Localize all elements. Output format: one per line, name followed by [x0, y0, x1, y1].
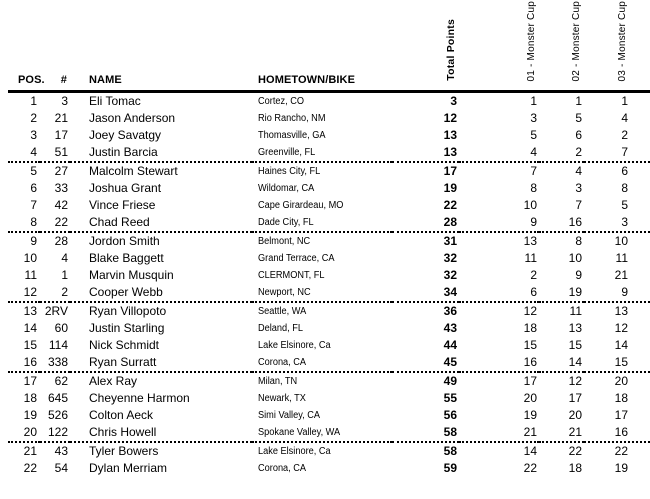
column-header-hometown: HOMETOWN/BIKE	[258, 74, 356, 86]
race1-finish-cell: 3	[530, 111, 537, 125]
race2-finish-cell: 16	[539, 214, 584, 232]
total-points-cell: 55	[443, 391, 457, 405]
total-points-cell: 12	[443, 111, 457, 125]
total-points-cell: 32	[443, 268, 457, 282]
hometown-cell	[252, 232, 392, 250]
table-row	[8, 302, 650, 320]
rider-name-cell: Cooper Webb	[70, 284, 252, 302]
race1-finish-cell: 21	[459, 424, 539, 442]
total-points-cell: 58	[392, 424, 459, 442]
position-cell: 18	[23, 391, 37, 405]
rider-name-cell: Jordon Smith	[89, 234, 160, 248]
race1-finish-cell: 7	[530, 164, 537, 178]
race1-rotated-label: 01 - Monster Cup	[526, 0, 537, 81]
position-cell: 9	[30, 234, 37, 248]
total-points-cell: 32	[443, 251, 457, 265]
position-cell: 19	[23, 408, 37, 422]
race2-finish-cell: 11	[569, 304, 582, 318]
race2-finish-cell: 18	[568, 461, 582, 475]
hometown-text: Newark, TX	[258, 393, 306, 404]
race3-finish-cell: 8	[621, 181, 628, 195]
race1-finish-cell: 20	[523, 391, 537, 405]
rider-number-cell: 54	[54, 461, 68, 475]
hometown-cell	[252, 110, 392, 127]
total-points-cell: 56	[443, 408, 457, 422]
race3-finish-cell: 18	[614, 391, 628, 405]
rider-name-cell: Tyler Bowers	[89, 444, 159, 458]
hometown-cell	[252, 197, 392, 214]
rider-name-cell: Ryan Villopoto	[89, 304, 167, 318]
position-cell: 15	[23, 338, 37, 352]
rider-number-cell: 51	[40, 144, 70, 162]
race1-finish-cell: 19	[523, 408, 537, 422]
race3-finish-cell: 6	[621, 164, 628, 178]
table-header	[8, 0, 650, 92]
rider-name-cell: Joshua Grant	[89, 181, 162, 195]
total-points-cell: 34	[392, 284, 459, 302]
rider-number-cell: 28	[54, 234, 68, 248]
race2-finish-cell: 1	[575, 94, 582, 108]
race3-finish-cell: 15	[584, 354, 650, 372]
hometown-text: Cape Girardeau, MO	[258, 200, 344, 211]
position-cell: 4	[8, 144, 40, 162]
position-cell: 5	[30, 164, 37, 178]
rider-name-cell: Justin Starling	[89, 321, 165, 335]
rider-number-cell: 526	[47, 408, 68, 422]
rider-number-cell: 645	[47, 391, 68, 405]
rider-number-cell: 114	[48, 338, 68, 352]
race1-finish-cell: 10	[523, 198, 537, 212]
rider-number-cell: 27	[54, 164, 68, 178]
position-cell: 1	[30, 94, 37, 108]
position-cell: 8	[8, 214, 40, 232]
hometown-text: Haines City, FL	[258, 166, 321, 177]
hometown-text: Rio Rancho, NM	[258, 113, 326, 124]
race1-finish-cell: 12	[523, 304, 537, 318]
race1-finish-cell: 11	[524, 251, 537, 265]
rider-number-cell: 2RV	[44, 304, 68, 318]
race3-finish-cell: 1	[621, 94, 628, 108]
table-row	[8, 390, 650, 407]
race2-finish-cell: 9	[575, 268, 582, 282]
race2-finish-cell: 21	[539, 424, 584, 442]
position-cell: 22	[23, 461, 37, 475]
column-header-total-points	[392, 0, 459, 92]
rider-name-cell: Dylan Merriam	[89, 461, 168, 475]
position-cell: 21	[23, 444, 37, 458]
hometown-cell	[252, 144, 392, 162]
race3-finish-cell: 14	[614, 338, 628, 352]
total-points-cell: 58	[443, 444, 457, 458]
race3-finish-cell: 9	[584, 284, 650, 302]
race1-finish-cell: 14	[523, 444, 537, 458]
race3-finish-cell: 12	[614, 321, 628, 335]
table-row	[8, 442, 650, 460]
race3-finish-cell: 3	[584, 214, 650, 232]
race2-finish-cell: 20	[568, 408, 582, 422]
hometown-cell	[252, 337, 392, 354]
hometown-cell	[252, 92, 392, 111]
position-cell: 6	[30, 181, 37, 195]
race2-finish-cell: 10	[568, 251, 582, 265]
hometown-cell	[252, 127, 392, 144]
hometown-text: Seattle, WA	[258, 306, 307, 317]
race3-finish-cell: 5	[621, 198, 628, 212]
rider-name-cell: Justin Barcia	[70, 144, 252, 162]
rider-name-cell: Cheyenne Harmon	[89, 391, 190, 405]
hometown-cell	[252, 214, 392, 232]
race2-finish-cell: 15	[568, 338, 582, 352]
column-header-name: NAME	[89, 74, 122, 86]
hometown-cell	[252, 372, 392, 390]
table-row	[8, 214, 650, 232]
table-row	[8, 354, 650, 372]
total-points-cell: 36	[443, 304, 457, 318]
hometown-cell	[252, 302, 392, 320]
total-points-cell: 13	[443, 128, 457, 142]
race3-finish-cell: 2	[621, 128, 628, 142]
column-header-pos: POS.	[18, 74, 45, 86]
standings-table	[8, 0, 650, 477]
column-header-race1	[459, 0, 539, 92]
position-cell: 11	[24, 268, 37, 282]
table-row	[8, 372, 650, 390]
table-row	[8, 407, 650, 424]
hometown-text: Lake Elsinore, Ca	[258, 446, 331, 457]
race1-finish-cell: 8	[530, 181, 537, 195]
race3-finish-cell: 21	[614, 268, 628, 282]
hometown-text: Newport, NC	[258, 287, 311, 298]
rider-number-cell: 2	[40, 284, 70, 302]
total-points-cell: 22	[443, 198, 457, 212]
race1-finish-cell: 18	[523, 321, 537, 335]
race2-finish-cell: 14	[539, 354, 584, 372]
race2-finish-cell: 8	[575, 234, 582, 248]
hometown-text: Corona, CA	[258, 463, 307, 474]
hometown-cell	[252, 460, 392, 477]
rider-name-cell: Alex Ray	[89, 374, 138, 388]
race1-finish-cell: 4	[459, 144, 539, 162]
hometown-text: Corona, CA	[258, 357, 307, 368]
race1-finish-cell: 6	[459, 284, 539, 302]
race1-finish-cell: 9	[459, 214, 539, 232]
hometown-cell	[252, 407, 392, 424]
race1-finish-cell: 22	[523, 461, 537, 475]
race2-finish-cell: 17	[568, 391, 582, 405]
hometown-cell	[252, 390, 392, 407]
hometown-cell	[252, 424, 392, 442]
rider-name-cell: Joey Savatgy	[89, 128, 162, 142]
table-row	[8, 424, 650, 442]
position-cell: 12	[8, 284, 40, 302]
race3-finish-cell: 11	[615, 251, 628, 265]
rider-name-cell: Nick Schmidt	[89, 338, 160, 352]
rider-name-cell: Blake Baggett	[89, 251, 164, 265]
rider-name-cell: Chris Howell	[70, 424, 252, 442]
total-points-cell: 19	[443, 181, 457, 195]
race3-finish-cell: 20	[614, 374, 628, 388]
total-points-rotated-label: Total Points	[445, 19, 457, 81]
rider-number-cell: 338	[40, 354, 70, 372]
table-row	[8, 127, 650, 144]
race2-finish-cell: 5	[575, 111, 582, 125]
table-row	[8, 232, 650, 250]
hometown-cell	[252, 320, 392, 337]
rider-name-cell: Malcolm Stewart	[89, 164, 178, 178]
table-row	[8, 180, 650, 197]
total-points-cell: 28	[392, 214, 459, 232]
race1-finish-cell: 2	[530, 268, 537, 282]
race3-finish-cell: 19	[614, 461, 628, 475]
rider-name-cell: Jason Anderson	[89, 111, 176, 125]
hometown-cell	[252, 354, 392, 372]
race2-finish-cell: 3	[575, 181, 582, 195]
position-cell: 2	[30, 111, 37, 125]
hometown-cell	[252, 162, 392, 180]
column-header-number: #	[60, 74, 67, 86]
rider-number-cell: 3	[61, 94, 68, 108]
hometown-text: Grand Terrace, CA	[258, 253, 335, 264]
hometown-cell	[252, 284, 392, 302]
race2-finish-cell: 12	[568, 374, 582, 388]
hometown-text: Deland, FL	[258, 323, 304, 334]
rider-number-cell: 42	[54, 198, 68, 212]
total-points-cell: 17	[443, 164, 457, 178]
position-cell: 10	[23, 251, 37, 265]
table-row	[8, 197, 650, 214]
rider-name-cell: Ryan Surratt	[70, 354, 252, 372]
table-row	[8, 144, 650, 162]
race2-finish-cell: 7	[575, 198, 582, 212]
table-row	[8, 337, 650, 354]
rider-number-cell: 1	[61, 268, 68, 282]
position-cell: 16	[8, 354, 40, 372]
race2-finish-cell: 13	[568, 321, 582, 335]
race3-finish-cell: 4	[621, 111, 628, 125]
position-cell: 14	[23, 321, 37, 335]
race2-finish-cell: 4	[575, 164, 582, 178]
race3-finish-cell: 22	[614, 444, 628, 458]
hometown-cell	[252, 267, 392, 284]
table-row	[8, 92, 650, 111]
total-points-cell: 44	[443, 338, 457, 352]
column-header-race3	[584, 0, 650, 92]
rider-number-cell: 21	[54, 111, 68, 125]
rider-number-cell: 122	[40, 424, 70, 442]
race2-finish-cell: 22	[568, 444, 582, 458]
total-points-cell: 13	[392, 144, 459, 162]
rider-number-cell: 43	[54, 444, 68, 458]
position-cell: 13	[23, 304, 37, 318]
race1-finish-cell: 1	[530, 94, 537, 108]
position-cell: 20	[8, 424, 40, 442]
rider-name-cell: Chad Reed	[70, 214, 252, 232]
hometown-text: Greenville, FL	[258, 147, 316, 158]
hometown-text: Dade City, FL	[258, 217, 314, 228]
total-points-cell: 3	[450, 94, 457, 108]
race2-finish-cell: 19	[539, 284, 584, 302]
total-points-cell: 31	[443, 234, 457, 248]
rider-name-cell: Vince Friese	[89, 198, 156, 212]
rider-name-cell: Marvin Musquin	[89, 268, 174, 282]
race1-finish-cell: 13	[523, 234, 537, 248]
hometown-cell	[252, 250, 392, 267]
hometown-text: Cortez, CO	[258, 96, 305, 107]
table-row	[8, 267, 650, 284]
race1-finish-cell: 5	[530, 128, 537, 142]
hometown-text: Milan, TN	[258, 376, 298, 387]
table-row	[8, 250, 650, 267]
race2-finish-cell: 2	[539, 144, 584, 162]
hometown-text: Simi Valley, CA	[258, 410, 321, 421]
rider-number-cell: 17	[54, 128, 68, 142]
race3-finish-cell: 17	[614, 408, 628, 422]
table-row	[8, 162, 650, 180]
hometown-cell	[252, 180, 392, 197]
race1-finish-cell: 17	[523, 374, 537, 388]
standings-body	[8, 92, 650, 478]
race1-finish-cell: 15	[523, 338, 537, 352]
total-points-cell: 45	[392, 354, 459, 372]
total-points-cell: 43	[443, 321, 457, 335]
position-cell: 17	[23, 374, 37, 388]
race3-finish-cell: 10	[614, 234, 628, 248]
hometown-text: Lake Elsinore, Ca	[258, 340, 331, 351]
total-points-cell: 49	[443, 374, 457, 388]
race3-finish-cell: 16	[584, 424, 650, 442]
column-header-race2	[539, 0, 584, 92]
hometown-text: Wildomar, CA	[258, 183, 315, 194]
hometown-text: Thomasville, GA	[258, 130, 326, 141]
hometown-text: Spokane Valley, WA	[258, 427, 341, 438]
rider-name-cell: Eli Tomac	[89, 94, 141, 108]
hometown-cell	[252, 442, 392, 460]
rider-number-cell: 4	[61, 251, 68, 265]
table-row	[8, 460, 650, 477]
position-cell: 3	[30, 128, 37, 142]
position-cell: 7	[30, 198, 37, 212]
rider-number-cell: 22	[40, 214, 70, 232]
hometown-text: CLERMONT, FL	[258, 270, 325, 281]
table-row	[8, 320, 650, 337]
total-points-cell: 59	[443, 461, 457, 475]
rider-number-cell: 33	[54, 181, 68, 195]
race2-rotated-label: 02 - Monster Cup	[571, 0, 582, 81]
race3-finish-cell: 13	[614, 304, 628, 318]
table-row	[8, 110, 650, 127]
rider-name-cell: Colton Aeck	[89, 408, 154, 422]
rider-number-cell: 60	[54, 321, 68, 335]
header-row	[8, 0, 650, 92]
race2-finish-cell: 6	[575, 128, 582, 142]
race3-finish-cell: 7	[584, 144, 650, 162]
hometown-text: Belmont, NC	[258, 236, 311, 247]
rider-number-cell: 62	[54, 374, 68, 388]
table-row	[8, 284, 650, 302]
race1-finish-cell: 16	[459, 354, 539, 372]
race3-rotated-label: 03 - Monster Cup	[617, 0, 628, 81]
